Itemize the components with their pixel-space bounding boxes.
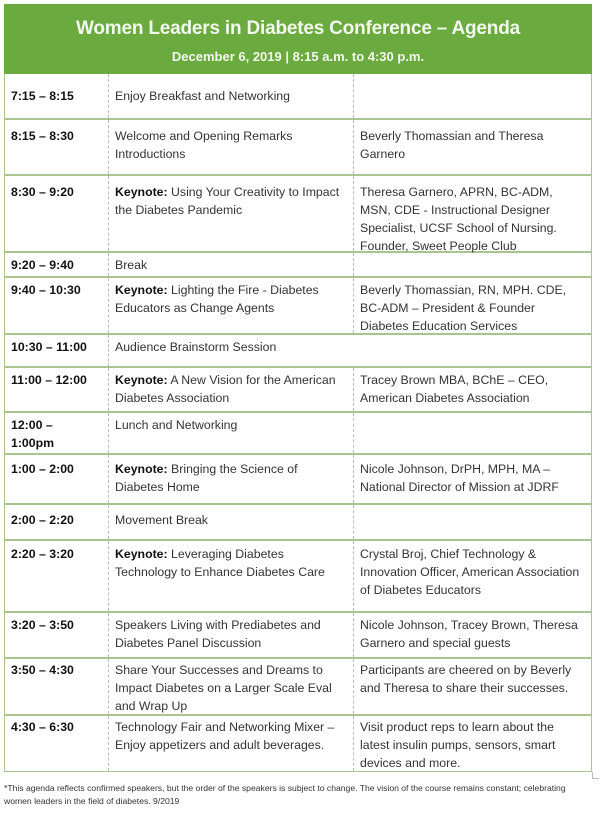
- table-row: [5, 455, 591, 505]
- session-cell: [108, 413, 353, 453]
- time-cell: 1:00 – 2:00: [11, 462, 74, 476]
- keynote-label: Keynote:: [115, 283, 168, 297]
- speaker-cell: [353, 413, 591, 453]
- table-row: [5, 368, 591, 413]
- table-row: [5, 413, 591, 455]
- session-text: A New Vision for the American Diabetes Association: [115, 373, 336, 405]
- session-cell: [108, 335, 591, 366]
- time-cell: 3:20 – 3:50: [11, 618, 74, 632]
- session-cell: [108, 278, 353, 333]
- time-cell: 10:30 – 11:00: [11, 340, 87, 354]
- session-text: Break: [115, 258, 148, 272]
- speaker-cell: [353, 74, 591, 118]
- keynote-label: Keynote:: [115, 373, 168, 387]
- table-row: [5, 541, 591, 613]
- time-cell: 8:15 – 8:30: [11, 129, 74, 143]
- keynote-label: Keynote:: [115, 185, 168, 199]
- table-row: [5, 716, 591, 771]
- session-cell: [108, 659, 353, 714]
- time-cell: 9:40 – 10:30: [11, 283, 81, 297]
- time-cell: 12:00 – 1:00pm: [11, 418, 55, 450]
- session-text: Share Your Successes and Dreams to Impact Diabetes on a Larger Scale Eval and Wrap Up: [115, 663, 332, 713]
- table-row: [5, 74, 591, 120]
- speaker-cell: Tracey Brown MBA, BChE – CEO, American Diabetes Association: [353, 368, 591, 411]
- speaker-cell: Beverly Thomassian and Theresa Garnero: [353, 120, 591, 174]
- event-date-time: December 6, 2019 | 8:15 a.m. to 4:30 p.m.: [171, 49, 425, 64]
- keynote-label: Keynote:: [115, 547, 168, 561]
- session-cell: [108, 613, 353, 657]
- table-row: [5, 613, 591, 659]
- footer-note: *This agenda reflects confirmed speakers, but the order of the speakers is subject to change. The vision of the course remains constant; celebrating women leaders in the field of diabetes. 9/2019: [4, 783, 566, 806]
- speaker-cell: [353, 505, 591, 539]
- session-cell: [108, 505, 353, 539]
- time-cell: 3:50 – 4:30: [11, 663, 74, 677]
- time-cell: 2:20 – 3:20: [11, 547, 74, 561]
- speaker-cell: Theresa Garnero, APRN, BC-ADM, MSN, CDE - Instructional Designer Specialist, UCSF School of Nursing. Founder, Sweet People Club: [353, 176, 591, 251]
- session-text: Bringing the Science of Diabetes Home: [115, 462, 298, 494]
- session-cell: [108, 716, 353, 771]
- page-title: Women Leaders in Diabetes Conference – Agenda: [76, 18, 520, 39]
- session-cell: [108, 455, 353, 503]
- agenda-table: [4, 74, 592, 772]
- table-row: [5, 176, 591, 253]
- table-row: [5, 278, 591, 335]
- session-cell: [108, 74, 353, 118]
- session-text: Lunch and Networking: [115, 418, 238, 432]
- table-row: [5, 253, 591, 278]
- time-cell: 2:00 – 2:20: [11, 513, 74, 527]
- speaker-cell: Nicole Johnson, Tracey Brown, Theresa Garnero and special guests: [353, 613, 591, 657]
- session-text: Technology Fair and Networking Mixer – Enjoy appetizers and adult beverages.: [115, 720, 335, 752]
- keynote-label: Keynote:: [115, 462, 168, 476]
- table-row: [5, 120, 591, 176]
- session-text: Audience Brainstorm Session: [115, 340, 277, 354]
- session-cell: [108, 176, 353, 251]
- agenda-header: [4, 4, 592, 74]
- session-cell: [108, 541, 353, 611]
- session-text: Leveraging Diabetes Technology to Enhance Diabetes Care: [115, 547, 325, 579]
- session-text: Enjoy Breakfast and Networking: [115, 89, 290, 103]
- session-text: Lighting the Fire - Diabetes Educators as Change Agents: [115, 283, 319, 315]
- time-cell: 11:00 – 12:00: [11, 373, 87, 387]
- time-cell: 8:30 – 9:20: [11, 185, 74, 199]
- session-cell: [108, 253, 353, 276]
- session-text: Speakers Living with Prediabetes and Diabetes Panel Discussion: [115, 618, 321, 650]
- speaker-cell: Visit product reps to learn about the latest insulin pumps, sensors, smart devices and more.: [353, 716, 591, 771]
- session-cell: [108, 120, 353, 174]
- session-text: Using Your Creativity to Impact the Diabetes Pandemic: [115, 185, 340, 217]
- table-resize-handle[interactable]: [592, 772, 599, 779]
- speaker-cell: Crystal Broj, Chief Technology & Innovation Officer, American Association of Diabetes Educators: [353, 541, 591, 611]
- table-row: [5, 505, 591, 541]
- speaker-cell: Nicole Johnson, DrPH, MPH, MA – National Director of Mission at JDRF: [353, 455, 591, 503]
- speaker-cell: Beverly Thomassian, RN, MPH. CDE, BC-ADM – President & Founder Diabetes Education Services: [353, 278, 591, 333]
- time-cell: 7:15 – 8:15: [11, 89, 74, 103]
- session-text: Movement Break: [115, 513, 208, 527]
- table-row: [5, 335, 591, 368]
- time-cell: 4:30 – 6:30: [11, 720, 74, 734]
- speaker-cell: Participants are cheered on by Beverly and Theresa to share their successes.: [353, 659, 591, 714]
- speaker-cell: [353, 253, 591, 276]
- session-text: Welcome and Opening Remarks Introductions: [115, 129, 293, 161]
- table-row: [5, 659, 591, 716]
- session-cell: [108, 368, 353, 411]
- time-cell: 9:20 – 9:40: [11, 258, 74, 272]
